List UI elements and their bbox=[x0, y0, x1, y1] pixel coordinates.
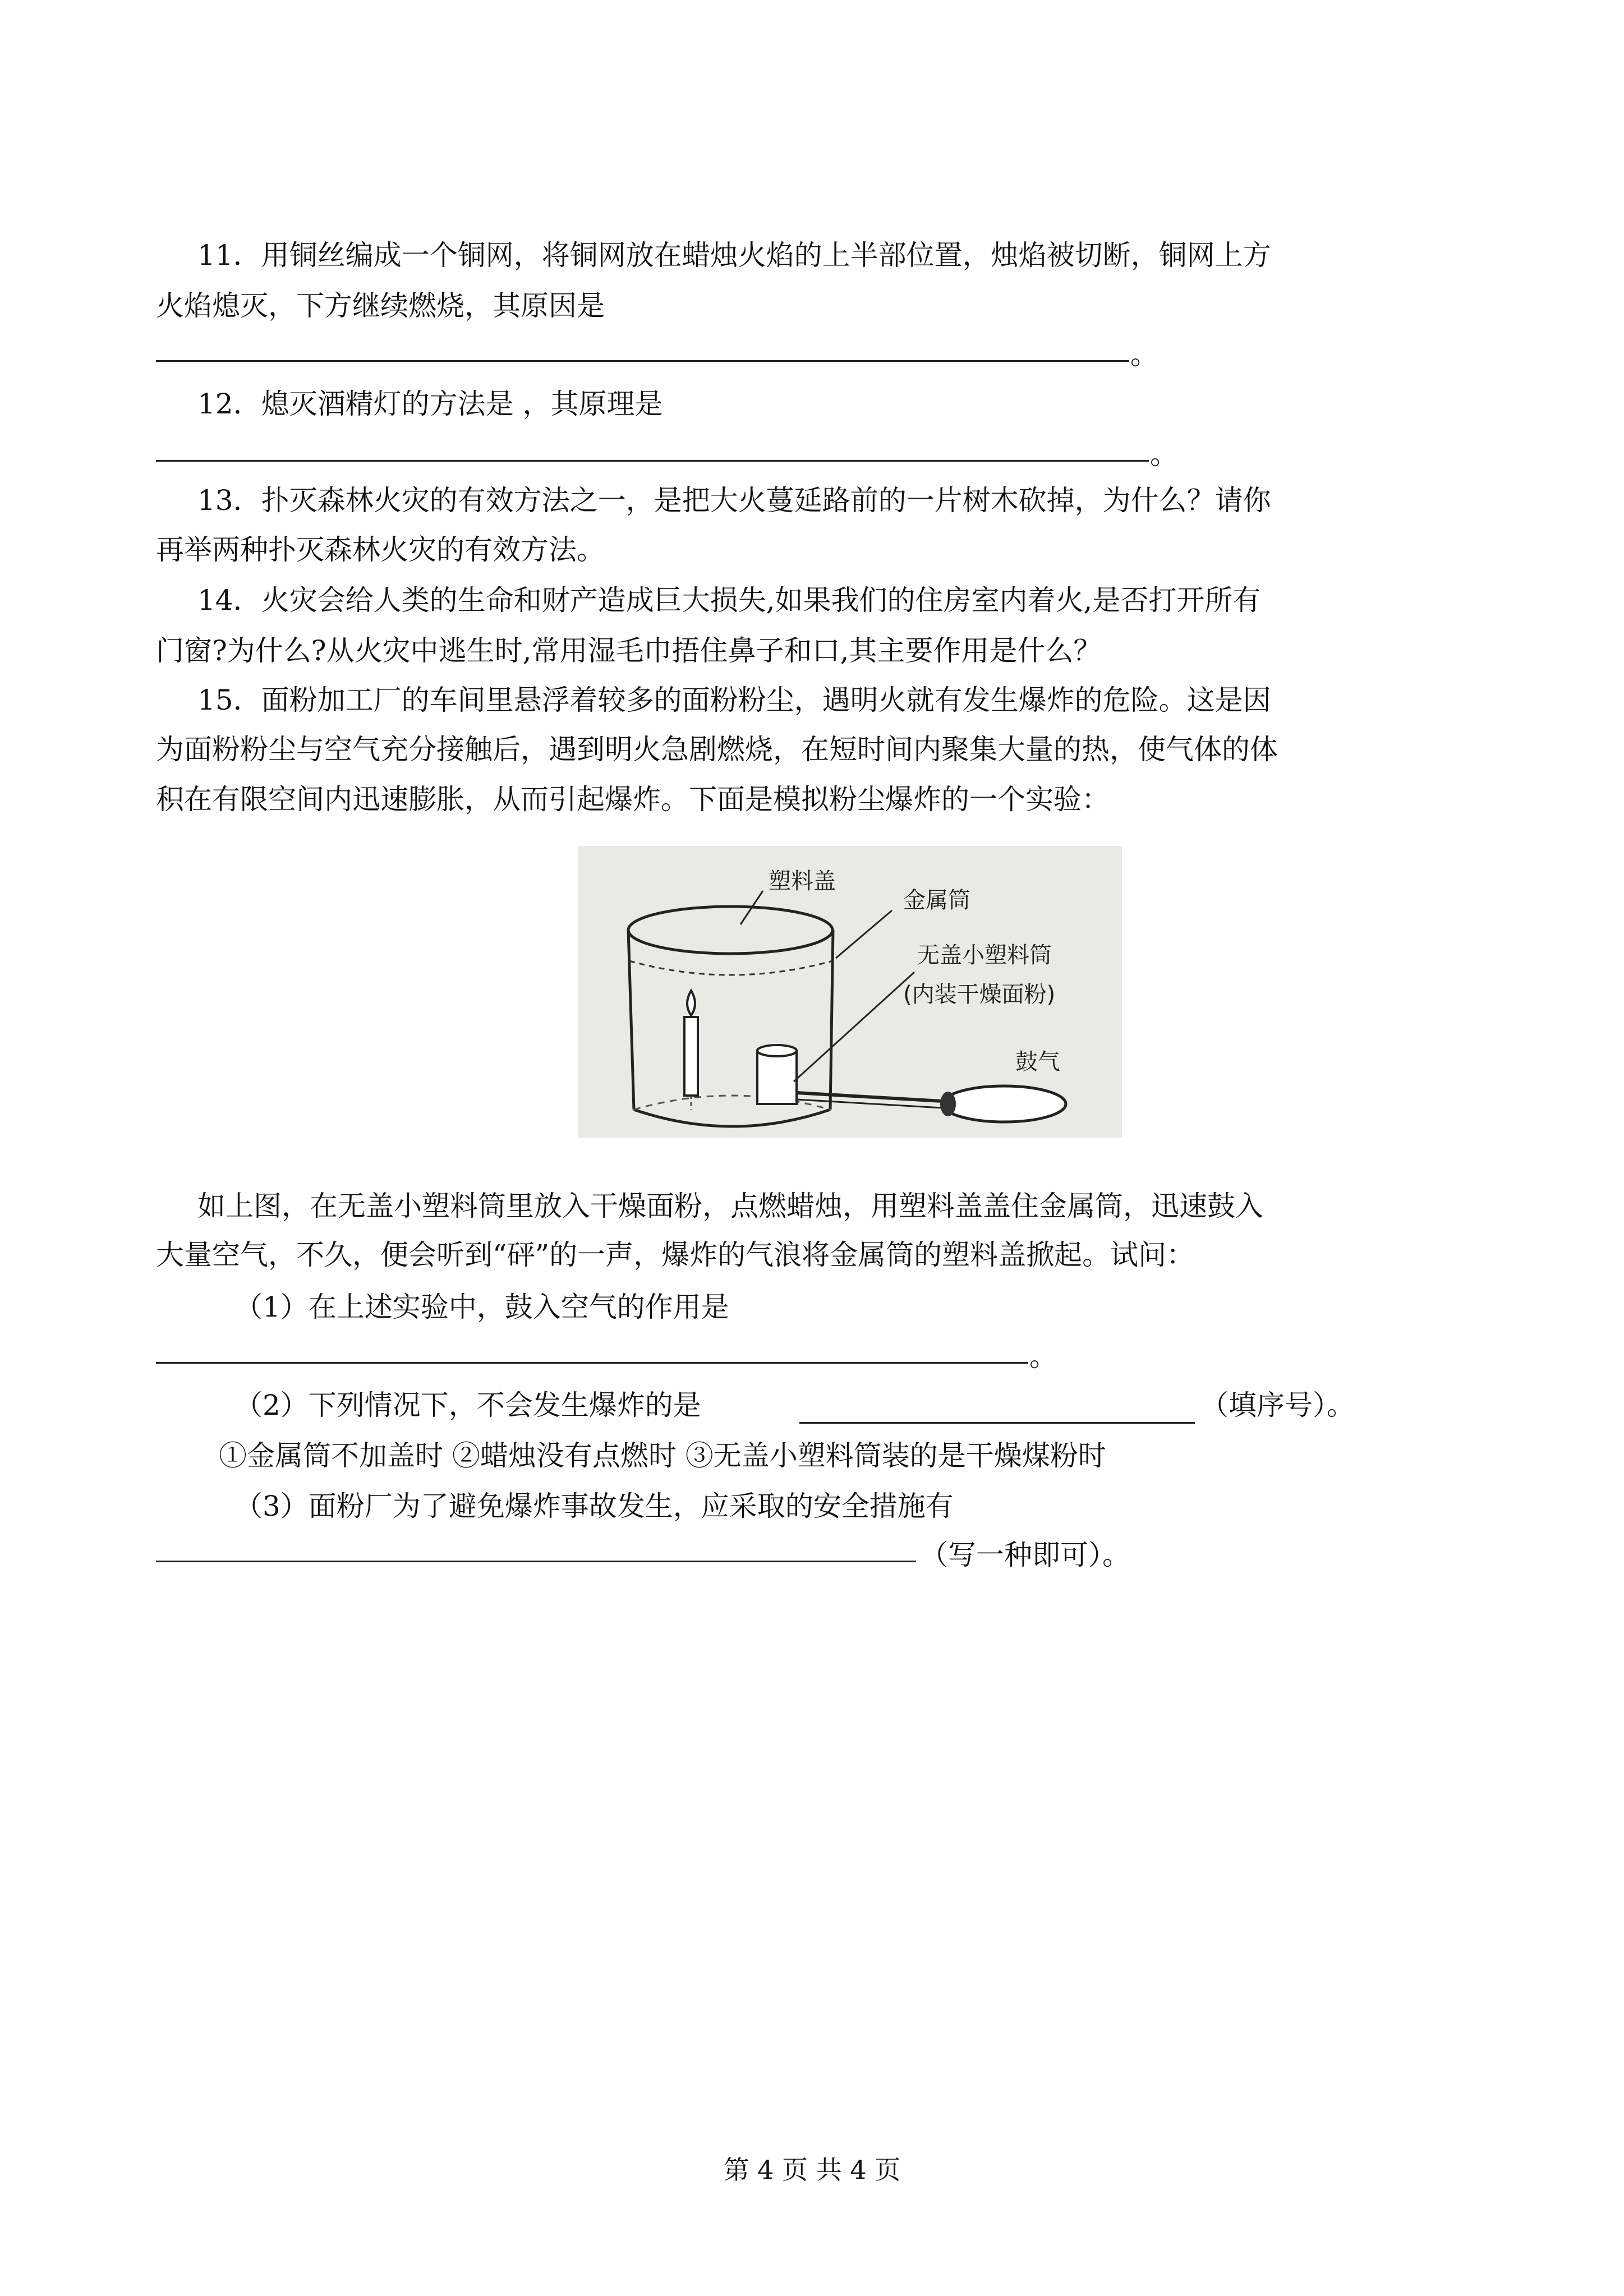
can-top-lid bbox=[628, 907, 832, 954]
q15-part-1: （1）在上述实验中，鼓入空气的作用是 bbox=[234, 1291, 729, 1323]
q15-part-3-end: （写一种即可）。 bbox=[920, 1539, 1130, 1571]
q15-desc-line-1: 如上图，在无盖小塑料筒里放入干燥面粉，点燃蜡烛，用塑料盖盖住金属筒，迅速鼓入 bbox=[197, 1190, 1263, 1222]
dust-explosion-apparatus-figure bbox=[578, 846, 1122, 1138]
q11-answer-blank[interactable] bbox=[156, 360, 1129, 362]
q15-part-2-blank[interactable] bbox=[799, 1422, 1195, 1424]
q15-part-2: （2）下列情况下，不会发生爆炸的是 bbox=[234, 1389, 701, 1421]
page-number-footer: 第 4 页 共 4 页 bbox=[723, 2155, 901, 2185]
candle-flame bbox=[687, 991, 695, 1015]
q12-answer-blank[interactable] bbox=[156, 460, 1149, 462]
q11-line-1: 11．用铜丝编成一个铜网，将铜网放在蜡烛火焰的上半部位置，烛焰被切断，铜网上方 bbox=[197, 239, 1271, 272]
figure-label-can: 金属筒 bbox=[903, 887, 970, 913]
q15-line-2: 为面粉粉尘与空气充分接触后，遇到明火急剧燃烧，在短时间内聚集大量的热，使气体的体 bbox=[156, 733, 1278, 766]
figure-label-lid: 塑料盖 bbox=[769, 868, 836, 894]
q15-options: ①金属筒不加盖时 ②蜡烛没有点燃时 ③无盖小塑料筒装的是干燥煤粉时 bbox=[219, 1439, 1106, 1472]
can-left-wall bbox=[628, 930, 634, 1110]
q15-part-3-blank[interactable] bbox=[156, 1561, 916, 1562]
figure-label-cup-content: (内装干燥面粉) bbox=[903, 982, 1056, 1007]
q13-line-1: 13．扑灭森林火灾的有效方法之一，是把大火蔓延路前的一片树木砍掉，为什么？请你 bbox=[197, 484, 1271, 517]
can-bottom-back bbox=[634, 1096, 830, 1110]
q15-part-1-end: 。 bbox=[1029, 1340, 1057, 1373]
q14-line-2: 门窗?为什么?从火灾中逃生时,常用湿毛巾捂住鼻子和口,其主要作用是什么？ bbox=[156, 634, 1102, 667]
q15-line-3: 积在有限空间内迅速膨胀，从而引起爆炸。下面是模拟粉尘爆炸的一个实验： bbox=[156, 783, 1110, 816]
q12-end-mark: 。 bbox=[1150, 438, 1178, 471]
cup-leader bbox=[794, 972, 914, 1082]
can-leader bbox=[836, 910, 892, 958]
q11-line-2: 火焰熄灭，下方继续燃烧，其原因是 bbox=[156, 289, 605, 322]
candle bbox=[684, 1017, 698, 1096]
small-cup bbox=[757, 1051, 797, 1104]
q15-part-2-end: （填序号）。 bbox=[1200, 1389, 1355, 1421]
q15-desc-line-2: 大量空气，不久，便会听到“砰”的一声，爆炸的气浪将金属筒的塑料盖掀起。试问： bbox=[156, 1239, 1195, 1271]
q15-part-1-blank[interactable] bbox=[156, 1362, 1028, 1364]
bellows-bulb bbox=[942, 1086, 1066, 1122]
q15-line-1: 15．面粉加工厂的车间里悬浮着较多的面粉粉尘，遇明火就有发生爆炸的危险。这是因 bbox=[197, 684, 1271, 716]
q15-part-3: （3）面粉厂为了避免爆炸事故发生，应采取的安全措施有 bbox=[234, 1490, 954, 1522]
figure-label-cup: 无盖小塑料筒 bbox=[917, 942, 1052, 968]
bellows-neck bbox=[940, 1092, 956, 1116]
can-bottom bbox=[634, 1110, 830, 1126]
q13-line-2: 再举两种扑灭森林火灾的有效方法。 bbox=[156, 533, 605, 566]
lid-rim-line bbox=[629, 961, 832, 975]
can-right-wall bbox=[830, 930, 833, 1110]
figure-label-bellows: 鼓气 bbox=[1015, 1049, 1060, 1075]
q12-line-1: 12．熄灭酒精灯的方法是 ，其原理是 bbox=[197, 388, 663, 420]
q11-end-mark: 。 bbox=[1130, 338, 1158, 371]
small-cup-top bbox=[757, 1045, 797, 1056]
q14-line-1: 14．火灾会给人类的生命和财产造成巨大损失,如果我们的住房室内着火,是否打开所有 bbox=[197, 584, 1261, 616]
